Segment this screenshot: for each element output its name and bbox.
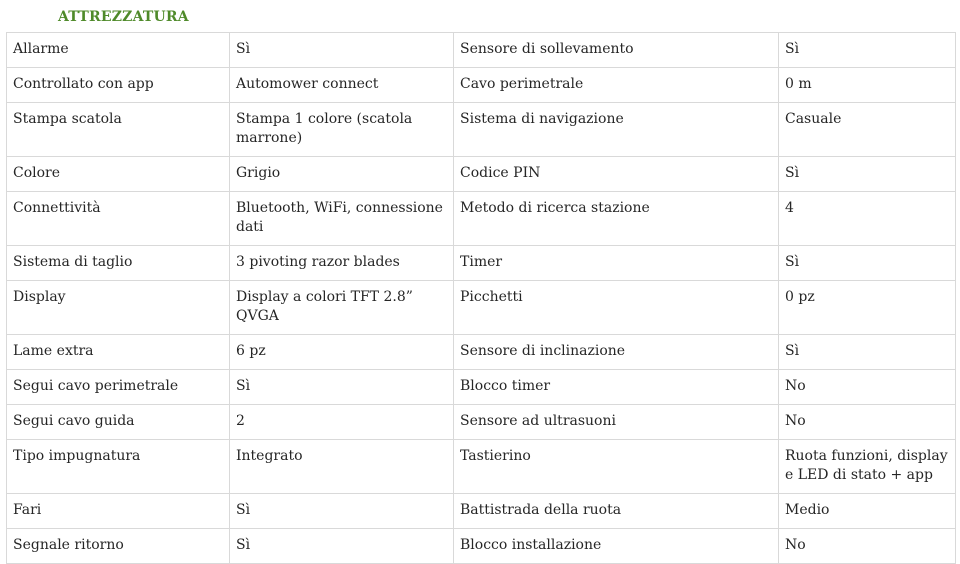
table-row	[7, 335, 956, 370]
spec-value-cell: Sì	[230, 370, 454, 405]
spec-value-cell: Sì	[779, 246, 956, 281]
spec-label-cell: Sensore di sollevamento	[454, 33, 779, 68]
spec-label-cell: Display	[7, 281, 230, 335]
spec-value-cell: Ruota funzioni, display e LED di stato + app	[779, 440, 956, 494]
spec-label-cell: Battistrada della ruota	[454, 494, 779, 529]
spec-value-cell: No	[779, 405, 956, 440]
spec-label-cell: Sensore ad ultrasuoni	[454, 405, 779, 440]
spec-label-cell: Segui cavo guida	[7, 405, 230, 440]
section-title: ATTREZZATURA	[58, 9, 189, 25]
spec-label-cell: Sistema di taglio	[7, 246, 230, 281]
spec-label-cell: Stampa scatola	[7, 103, 230, 157]
spec-value-cell: Automower connect	[230, 68, 454, 103]
spec-value-cell: Sì	[779, 157, 956, 192]
spec-label-cell: Allarme	[7, 33, 230, 68]
spec-value-cell: Sì	[779, 335, 956, 370]
table-row	[7, 192, 956, 246]
spec-value-cell: 4	[779, 192, 956, 246]
spec-label-cell: Blocco installazione	[454, 529, 779, 564]
spec-value-cell: 6 pz	[230, 335, 454, 370]
spec-value-cell: 3 pivoting razor blades	[230, 246, 454, 281]
spec-label-cell: Connettività	[7, 192, 230, 246]
spec-label-cell: Lame extra	[7, 335, 230, 370]
spec-value-cell: Sì	[230, 33, 454, 68]
table-row	[7, 68, 956, 103]
spec-label-cell: Segnale ritorno	[7, 529, 230, 564]
spec-label-cell: Timer	[454, 246, 779, 281]
table-row	[7, 103, 956, 157]
spec-value-cell: No	[779, 529, 956, 564]
spec-label-cell: Metodo di ricerca stazione	[454, 192, 779, 246]
table-row	[7, 370, 956, 405]
spec-label-cell: Codice PIN	[454, 157, 779, 192]
table-row	[7, 440, 956, 494]
spec-label-cell: Segui cavo perimetrale	[7, 370, 230, 405]
table-row	[7, 494, 956, 529]
table-row	[7, 33, 956, 68]
spec-value-cell: No	[779, 370, 956, 405]
spec-value-cell: Medio	[779, 494, 956, 529]
spec-label-cell: Sistema di navigazione	[454, 103, 779, 157]
table-row	[7, 281, 956, 335]
spec-label-cell: Colore	[7, 157, 230, 192]
spec-label-cell: Fari	[7, 494, 230, 529]
spec-value-cell: Bluetooth, WiFi, connessione dati	[230, 192, 454, 246]
spec-value-cell: Sì	[230, 494, 454, 529]
spec-value-cell: Sì	[230, 529, 454, 564]
spec-label-cell: Sensore di inclinazione	[454, 335, 779, 370]
spec-value-cell: Casuale	[779, 103, 956, 157]
spec-label-cell: Blocco timer	[454, 370, 779, 405]
spec-value-cell: Grigio	[230, 157, 454, 192]
table-row	[7, 246, 956, 281]
spec-label-cell: Controllato con app	[7, 68, 230, 103]
spec-value-cell: Integrato	[230, 440, 454, 494]
equipment-spec-table	[6, 32, 956, 564]
spec-value-cell: 0 m	[779, 68, 956, 103]
table-row	[7, 157, 956, 192]
spec-value-cell: 0 pz	[779, 281, 956, 335]
spec-value-cell: Sì	[779, 33, 956, 68]
spec-label-cell: Tastierino	[454, 440, 779, 494]
spec-value-cell: Display a colori TFT 2.8” QVGA	[230, 281, 454, 335]
spec-table-body	[7, 33, 956, 564]
spec-value-cell: 2	[230, 405, 454, 440]
table-row	[7, 529, 956, 564]
spec-label-cell: Picchetti	[454, 281, 779, 335]
spec-label-cell: Tipo impugnatura	[7, 440, 230, 494]
spec-label-cell: Cavo perimetrale	[454, 68, 779, 103]
spec-value-cell: Stampa 1 colore (scatola marrone)	[230, 103, 454, 157]
table-row	[7, 405, 956, 440]
